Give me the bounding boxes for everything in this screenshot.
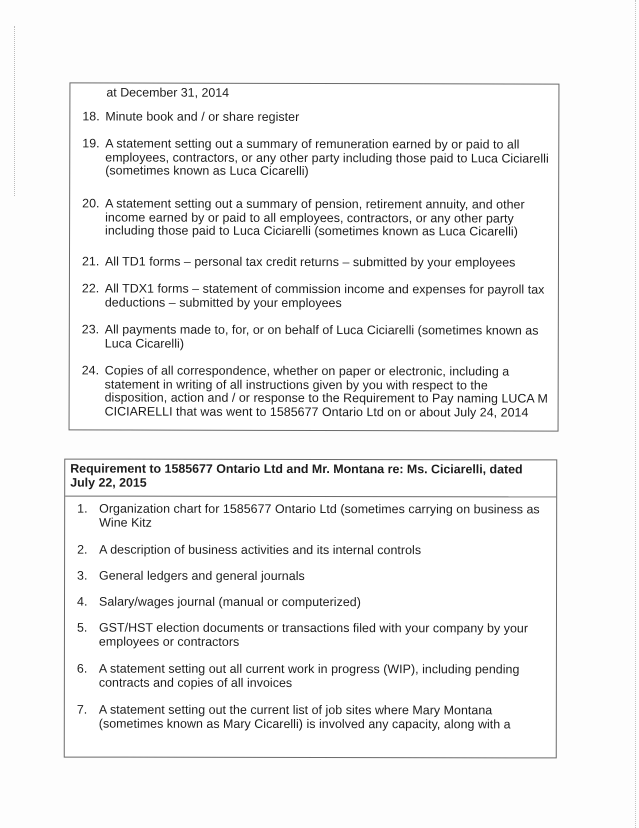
item-number: 19. — [82, 136, 100, 151]
list-item — [65, 570, 590, 585]
item-number: 22. — [81, 281, 100, 296]
scan-edge-artifact — [14, 26, 21, 196]
requirements-list-box-1 — [69, 82, 560, 431]
list-item — [70, 323, 539, 351]
item-text: All TD1 forms – personal tax credit returns – submitted by your employees — [104, 254, 516, 270]
item-text: Minute book and / or share register — [105, 109, 300, 124]
item-number: 23. — [81, 322, 100, 337]
requirements-list-box-2 — [64, 459, 558, 759]
item-number: 2. — [77, 542, 88, 557]
item-number: 5. — [76, 620, 88, 635]
list-item — [65, 622, 590, 650]
scan-edge-artifact — [635, 0, 637, 828]
item-number: 6. — [76, 661, 88, 676]
item-text: General ledgers and general journals — [99, 568, 305, 584]
list-item — [65, 596, 590, 611]
item-text: Copies of all correspondence, whether on paper or electronic, including a statement in writing of all instructions given by you with respect to the disposition, action and / or response to the Requirement to Pay naming LUCA M CICIARELLI that was went to 1585677 Ontario Ltd on or about July 24, 2014 — [104, 363, 548, 420]
item-text: A statement setting out a summary of pension, retirement annuity, and other income earned by or paid to all employees, contractors, or any other party including those paid to Luca Ciciarelli (sometimes known as Luca Cicarelli) — [105, 196, 525, 239]
list-item — [70, 137, 549, 179]
item-text: A description of business activities and its internal controls — [99, 542, 422, 558]
section-header: Requirement to 1585677 Ontario Ltd and Mr. Montana re: Ms. Ciciarelli, dated July 22, 2015 — [65, 460, 556, 498]
list-item — [65, 663, 590, 691]
item-text: All payments made to, for, or on behalf of Luca Ciciarelli (sometimes known as Luca Cicarelli) — [104, 322, 539, 351]
item-number: 3. — [77, 568, 88, 583]
list-item — [70, 197, 525, 239]
item-text: A statement setting out all current work in progress (WIP), including pending contracts and copies of all invoices — [98, 661, 520, 690]
item-text: A statement setting out the current list of job sites where Mary Montana (sometimes known as Mary Cicarelli) is involved any capacity, along with a — [98, 702, 511, 732]
list-item — [65, 704, 590, 732]
item-number: 7. — [76, 702, 88, 717]
list-item — [65, 503, 590, 531]
list-item — [70, 364, 548, 420]
item-number: 4. — [76, 594, 88, 609]
item-number: 18. — [82, 109, 100, 124]
item-number: 24. — [81, 363, 100, 378]
list-item — [70, 110, 299, 124]
continued-text: at December 31, 2014 — [106, 85, 230, 100]
item-text: GST/HST election documents or transactions filed with your company by your employees or contractors — [98, 620, 529, 649]
item-text: Salary/wages journal (manual or computerized) — [98, 594, 361, 610]
list-item — [65, 544, 590, 559]
item-text: A statement setting out a summary of remuneration earned by or paid to all employees, contractors, or any other party including those paid to Luca Ciciarelli (sometimes known as Luca Cicarelli) — [105, 136, 549, 179]
item-number: 21. — [81, 254, 100, 269]
item-text: All TDX1 forms – statement of commission income and expenses for payroll tax deductions – submitted by your employees — [104, 281, 545, 310]
item-text: Organization chart for 1585677 Ontario Ltd (sometimes carrying on business as Wine Kitz — [99, 501, 540, 530]
list-item — [70, 255, 515, 270]
list-item — [70, 282, 545, 310]
item-number: 20. — [82, 196, 100, 211]
item-number: 1. — [77, 501, 88, 516]
